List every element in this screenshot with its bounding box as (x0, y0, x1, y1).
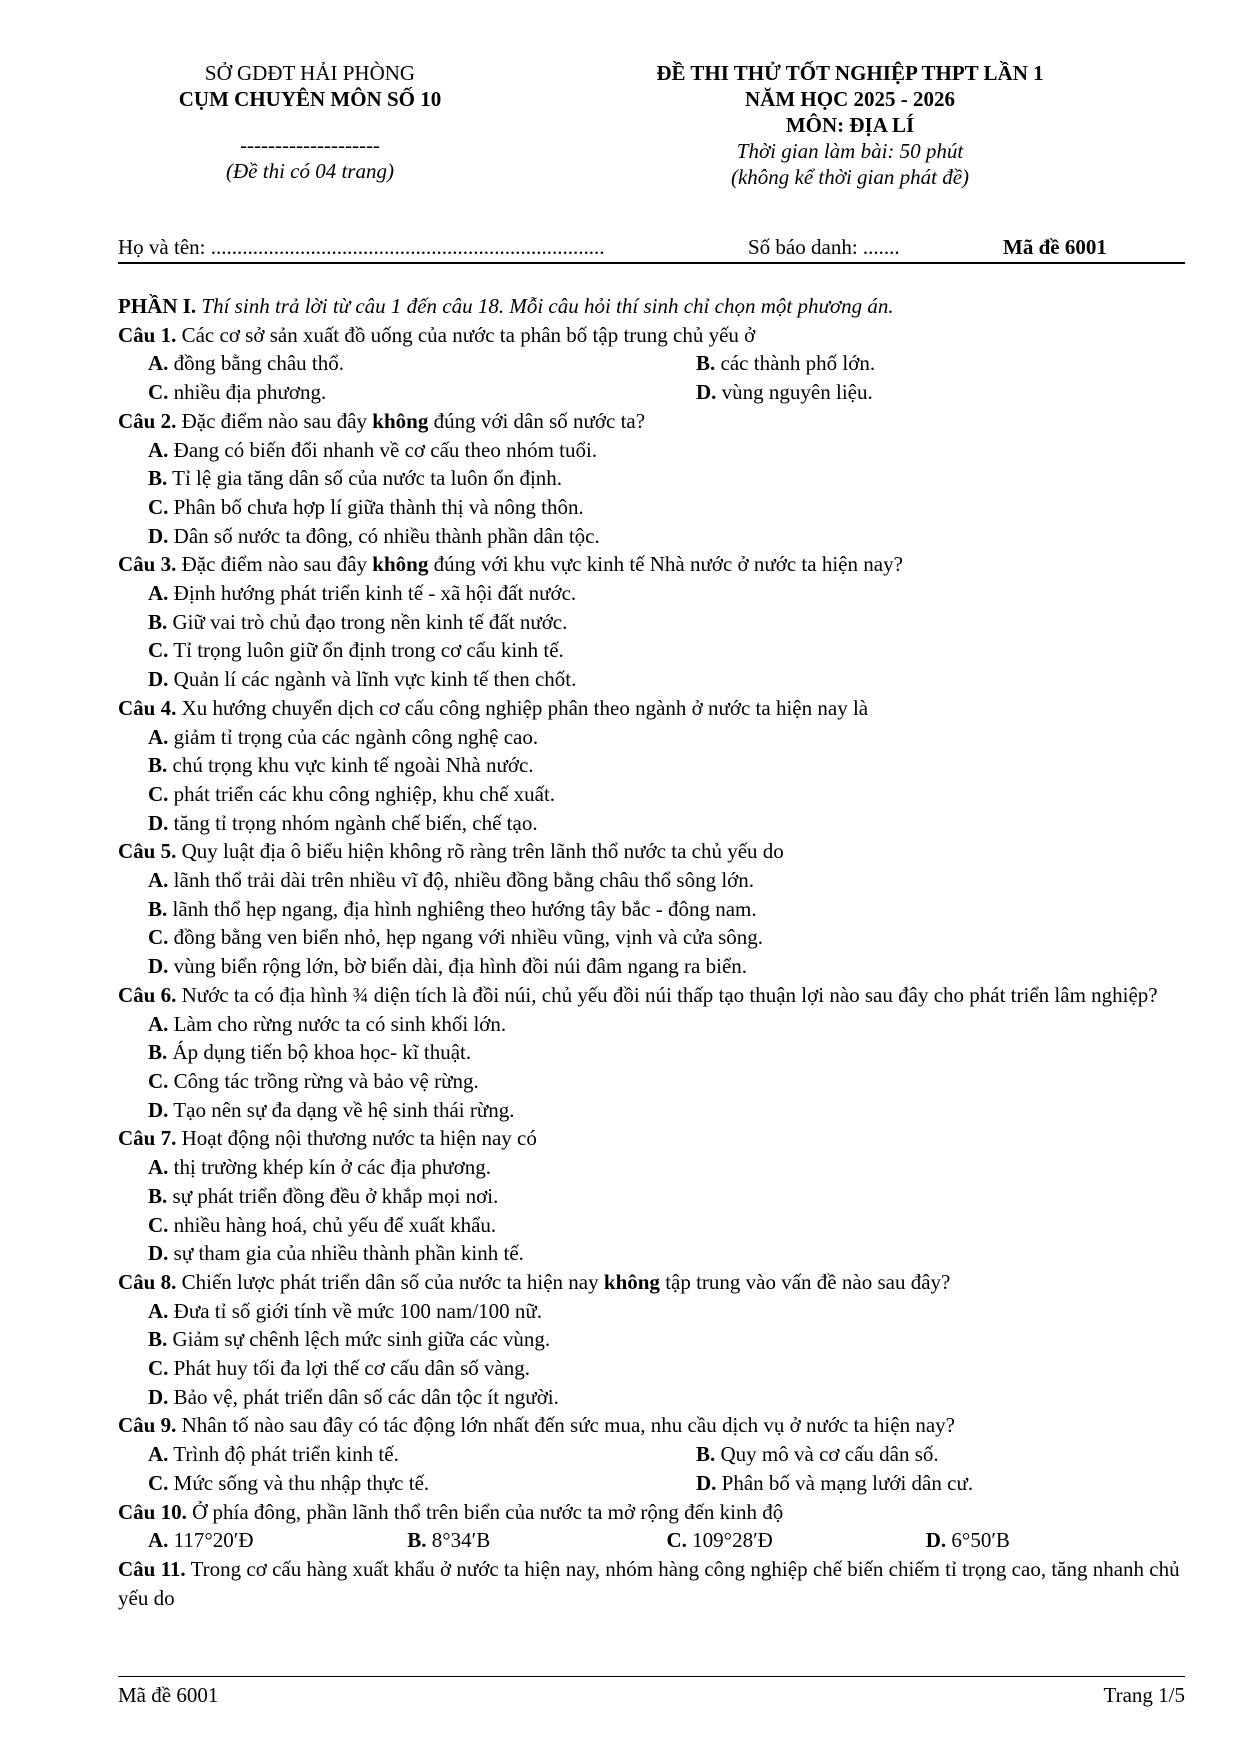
page-number: Trang 1/5 (1103, 1683, 1185, 1707)
section-instruction: Thí sinh trả lời từ câu 1 đến câu 18. Mỗi câu hỏi thí sinh chỉ chọn một phương án. (201, 294, 894, 318)
option-b[interactable]: B. lãnh thổ hẹp ngang, địa hình nghiêng theo hướng tây bắc - đông nam. (148, 896, 757, 921)
option-c[interactable]: C. 109°28′Đ (666, 1528, 773, 1553)
option-b[interactable]: B. Quy mô và cơ cấu dân số. (696, 1442, 939, 1467)
department-name: SỞ GDĐT HẢI PHÒNG (204, 61, 416, 85)
option-a[interactable]: A. 117°20′Đ (148, 1528, 254, 1553)
option-d[interactable]: D. 6°50′B (925, 1528, 1010, 1553)
cluster-name: CỤM CHUYÊN MÔN SỐ 10 (178, 87, 442, 111)
option-b[interactable]: B. sự phát triển đồng đều ở khắp mọi nơi. (148, 1183, 499, 1208)
id-field: Số báo danh: ....... (748, 235, 900, 259)
page-count-note: (Đề thi có 04 trang) (226, 159, 394, 183)
exam-code: Mã đề 6001 (1003, 235, 1107, 259)
option-b[interactable]: B. Tỉ lệ gia tăng dân số của nước ta luôn ổn định. (148, 466, 563, 491)
option-b[interactable]: B. 8°34′B (407, 1528, 491, 1553)
question-7: Câu 7. Hoạt động nội thương nước ta hiện nay có (118, 1126, 537, 1151)
option-a[interactable]: A. giảm tỉ trọng của các ngành công nghệ cao. (148, 724, 539, 749)
question-10: Câu 10. Ở phía đông, phần lãnh thổ trên biển của nước ta mở rộng đến kinh độ (118, 1499, 784, 1524)
option-c[interactable]: C. nhiều địa phương. (148, 380, 327, 405)
question-4: Câu 4. Xu hướng chuyển dịch cơ cấu công nghiệp phân theo ngành ở nước ta hiện nay là (118, 695, 869, 720)
option-c[interactable]: C. Phát huy tối đa lợi thế cơ cấu dân số vàng. (148, 1356, 531, 1381)
option-b[interactable]: B. Giữ vai trò chủ đạo trong nền kinh tế đất nước. (148, 609, 568, 634)
option-a[interactable]: A. lãnh thổ trải dài trên nhiều vĩ độ, nhiều đồng bằng châu thổ sông lớn. (148, 868, 755, 893)
option-c[interactable]: C. nhiều hàng hoá, chủ yếu để xuất khẩu. (148, 1212, 497, 1237)
option-d[interactable]: D. Quản lí các ngành và lĩnh vực kinh tế then chốt. (148, 667, 577, 692)
time-note: (không kể thời gian phát đề) (730, 165, 970, 189)
option-a[interactable]: A. thị trường khép kín ở các địa phương. (148, 1155, 492, 1180)
school-year: NĂM HỌC 2025 - 2026 (745, 87, 955, 111)
exam-title: ĐỀ THI THỬ TỐT NGHIỆP THPT LẦN 1 (656, 61, 1044, 85)
option-a[interactable]: A. Trình độ phát triển kinh tế. (148, 1442, 399, 1467)
option-d[interactable]: D. Bảo vệ, phát triển dân số các dân tộc ít người. (148, 1384, 559, 1409)
options-row (118, 1440, 1185, 1469)
option-b[interactable]: B. các thành phố lớn. (696, 351, 876, 376)
school-header (100, 60, 520, 184)
option-d[interactable]: D. vùng nguyên liệu. (696, 380, 873, 405)
question-text: Các cơ sở sản xuất đồ uống của nước ta phân bố tập trung chủ yếu ở (181, 322, 756, 347)
option-d[interactable]: D. Phân bố và mạng lưới dân cư. (696, 1470, 974, 1495)
option-d[interactable]: D. vùng biển rộng lớn, bờ biển dài, địa hình đồi núi đâm ngang ra biển. (148, 954, 748, 979)
option-d[interactable]: D. Tạo nên sự đa dạng về hệ sinh thái rừng. (148, 1097, 515, 1122)
header-dashes: -------------------- (240, 133, 380, 157)
option-c[interactable]: C. Mức sống và thu nhập thực tế. (148, 1470, 430, 1495)
time-limit: Thời gian làm bài: 50 phút (736, 139, 964, 163)
footer-exam-code: Mã đề 6001 (118, 1683, 219, 1707)
option-b[interactable]: B. chú trọng khu vực kinh tế ngoài Nhà nước. (148, 753, 534, 778)
exam-header (570, 60, 1130, 190)
option-a[interactable]: A. Đang có biến đổi nhanh về cơ cấu theo nhóm tuổi. (148, 437, 598, 462)
options-row (118, 349, 1185, 378)
options-row (118, 378, 1185, 407)
option-c[interactable]: C. Tỉ trọng luôn giữ ổn định trong cơ cấu kinh tế. (148, 638, 564, 663)
option-a[interactable]: A. Làm cho rừng nước ta có sinh khối lớn. (148, 1011, 507, 1036)
subject: MÔN: ĐỊA LÍ (785, 113, 915, 137)
header-divider (118, 262, 1185, 264)
option-d[interactable]: D. tăng tỉ trọng nhóm ngành chế biến, chế tạo. (148, 810, 538, 835)
option-c[interactable]: C. phát triển các khu công nghiệp, khu chế xuất. (148, 781, 556, 806)
question-1 (118, 321, 1185, 350)
option-a[interactable]: A. Định hướng phát triển kinh tế - xã hội đất nước. (148, 581, 577, 606)
option-d[interactable]: D. Dân số nước ta đông, có nhiều thành phần dân tộc. (148, 523, 600, 548)
option-a[interactable]: A. đồng bằng châu thổ. (148, 351, 344, 376)
option-b[interactable]: B. Giảm sự chênh lệch mức sinh giữa các vùng. (148, 1327, 551, 1352)
option-c[interactable]: C. đồng bằng ven biển nhỏ, hẹp ngang với nhiều vũng, vịnh và cửa sông. (148, 925, 764, 950)
footer-divider (118, 1676, 1185, 1677)
question-11: Câu 11. Trong cơ cấu hàng xuất khẩu ở nước ta hiện nay, nhóm hàng công nghiệp chế biến chiếm tỉ trọng cao, tăng nhanh chủ yếu do (118, 1556, 1180, 1610)
question-list (118, 292, 1185, 1612)
section-heading (118, 292, 1185, 321)
name-field: Họ và tên: ........................................................................... (118, 235, 605, 259)
question-3: Câu 3. Đặc điểm nào sau đây không đúng với khu vực kinh tế Nhà nước ở nước ta hiện nay? (118, 552, 903, 577)
question-label: Câu 1. (118, 322, 177, 347)
option-b[interactable]: B. Áp dụng tiến bộ khoa học- kĩ thuật. (148, 1040, 472, 1065)
question-5: Câu 5. Quy luật địa ô biểu hiện không rõ ràng trên lãnh thổ nước ta chủ yếu do (118, 839, 784, 864)
option-d[interactable]: D. sự tham gia của nhiều thành phần kinh tế. (148, 1241, 524, 1266)
option-c[interactable]: C. Phân bố chưa hợp lí giữa thành thị và nông thôn. (148, 494, 584, 519)
question-2: Câu 2. Đặc điểm nào sau đây không đúng với dân số nước ta? (118, 408, 646, 433)
option-c[interactable]: C. Công tác trồng rừng và bảo vệ rừng. (148, 1068, 479, 1093)
question-8: Câu 8. Chiến lược phát triển dân số của nước ta hiện nay không tập trung vào vấn đề nào sau đây? (118, 1269, 951, 1294)
options-row (118, 1526, 1185, 1555)
options-row (118, 1469, 1185, 1498)
section-title: PHẦN I. (118, 294, 197, 318)
question-9: Câu 9. Nhân tố nào sau đây có tác động lớn nhất đến sức mua, nhu cầu dịch vụ ở nước ta hiện nay? (118, 1413, 955, 1438)
question-6: Câu 6. Nước ta có địa hình ¾ diện tích là đồi núi, chủ yếu đồi núi thấp tạo thuận lợi nào sau đây cho phát triển lâm nghiệp? (118, 982, 1158, 1007)
option-a[interactable]: A. Đưa tỉ số giới tính về mức 100 nam/100 nữ. (148, 1298, 543, 1323)
